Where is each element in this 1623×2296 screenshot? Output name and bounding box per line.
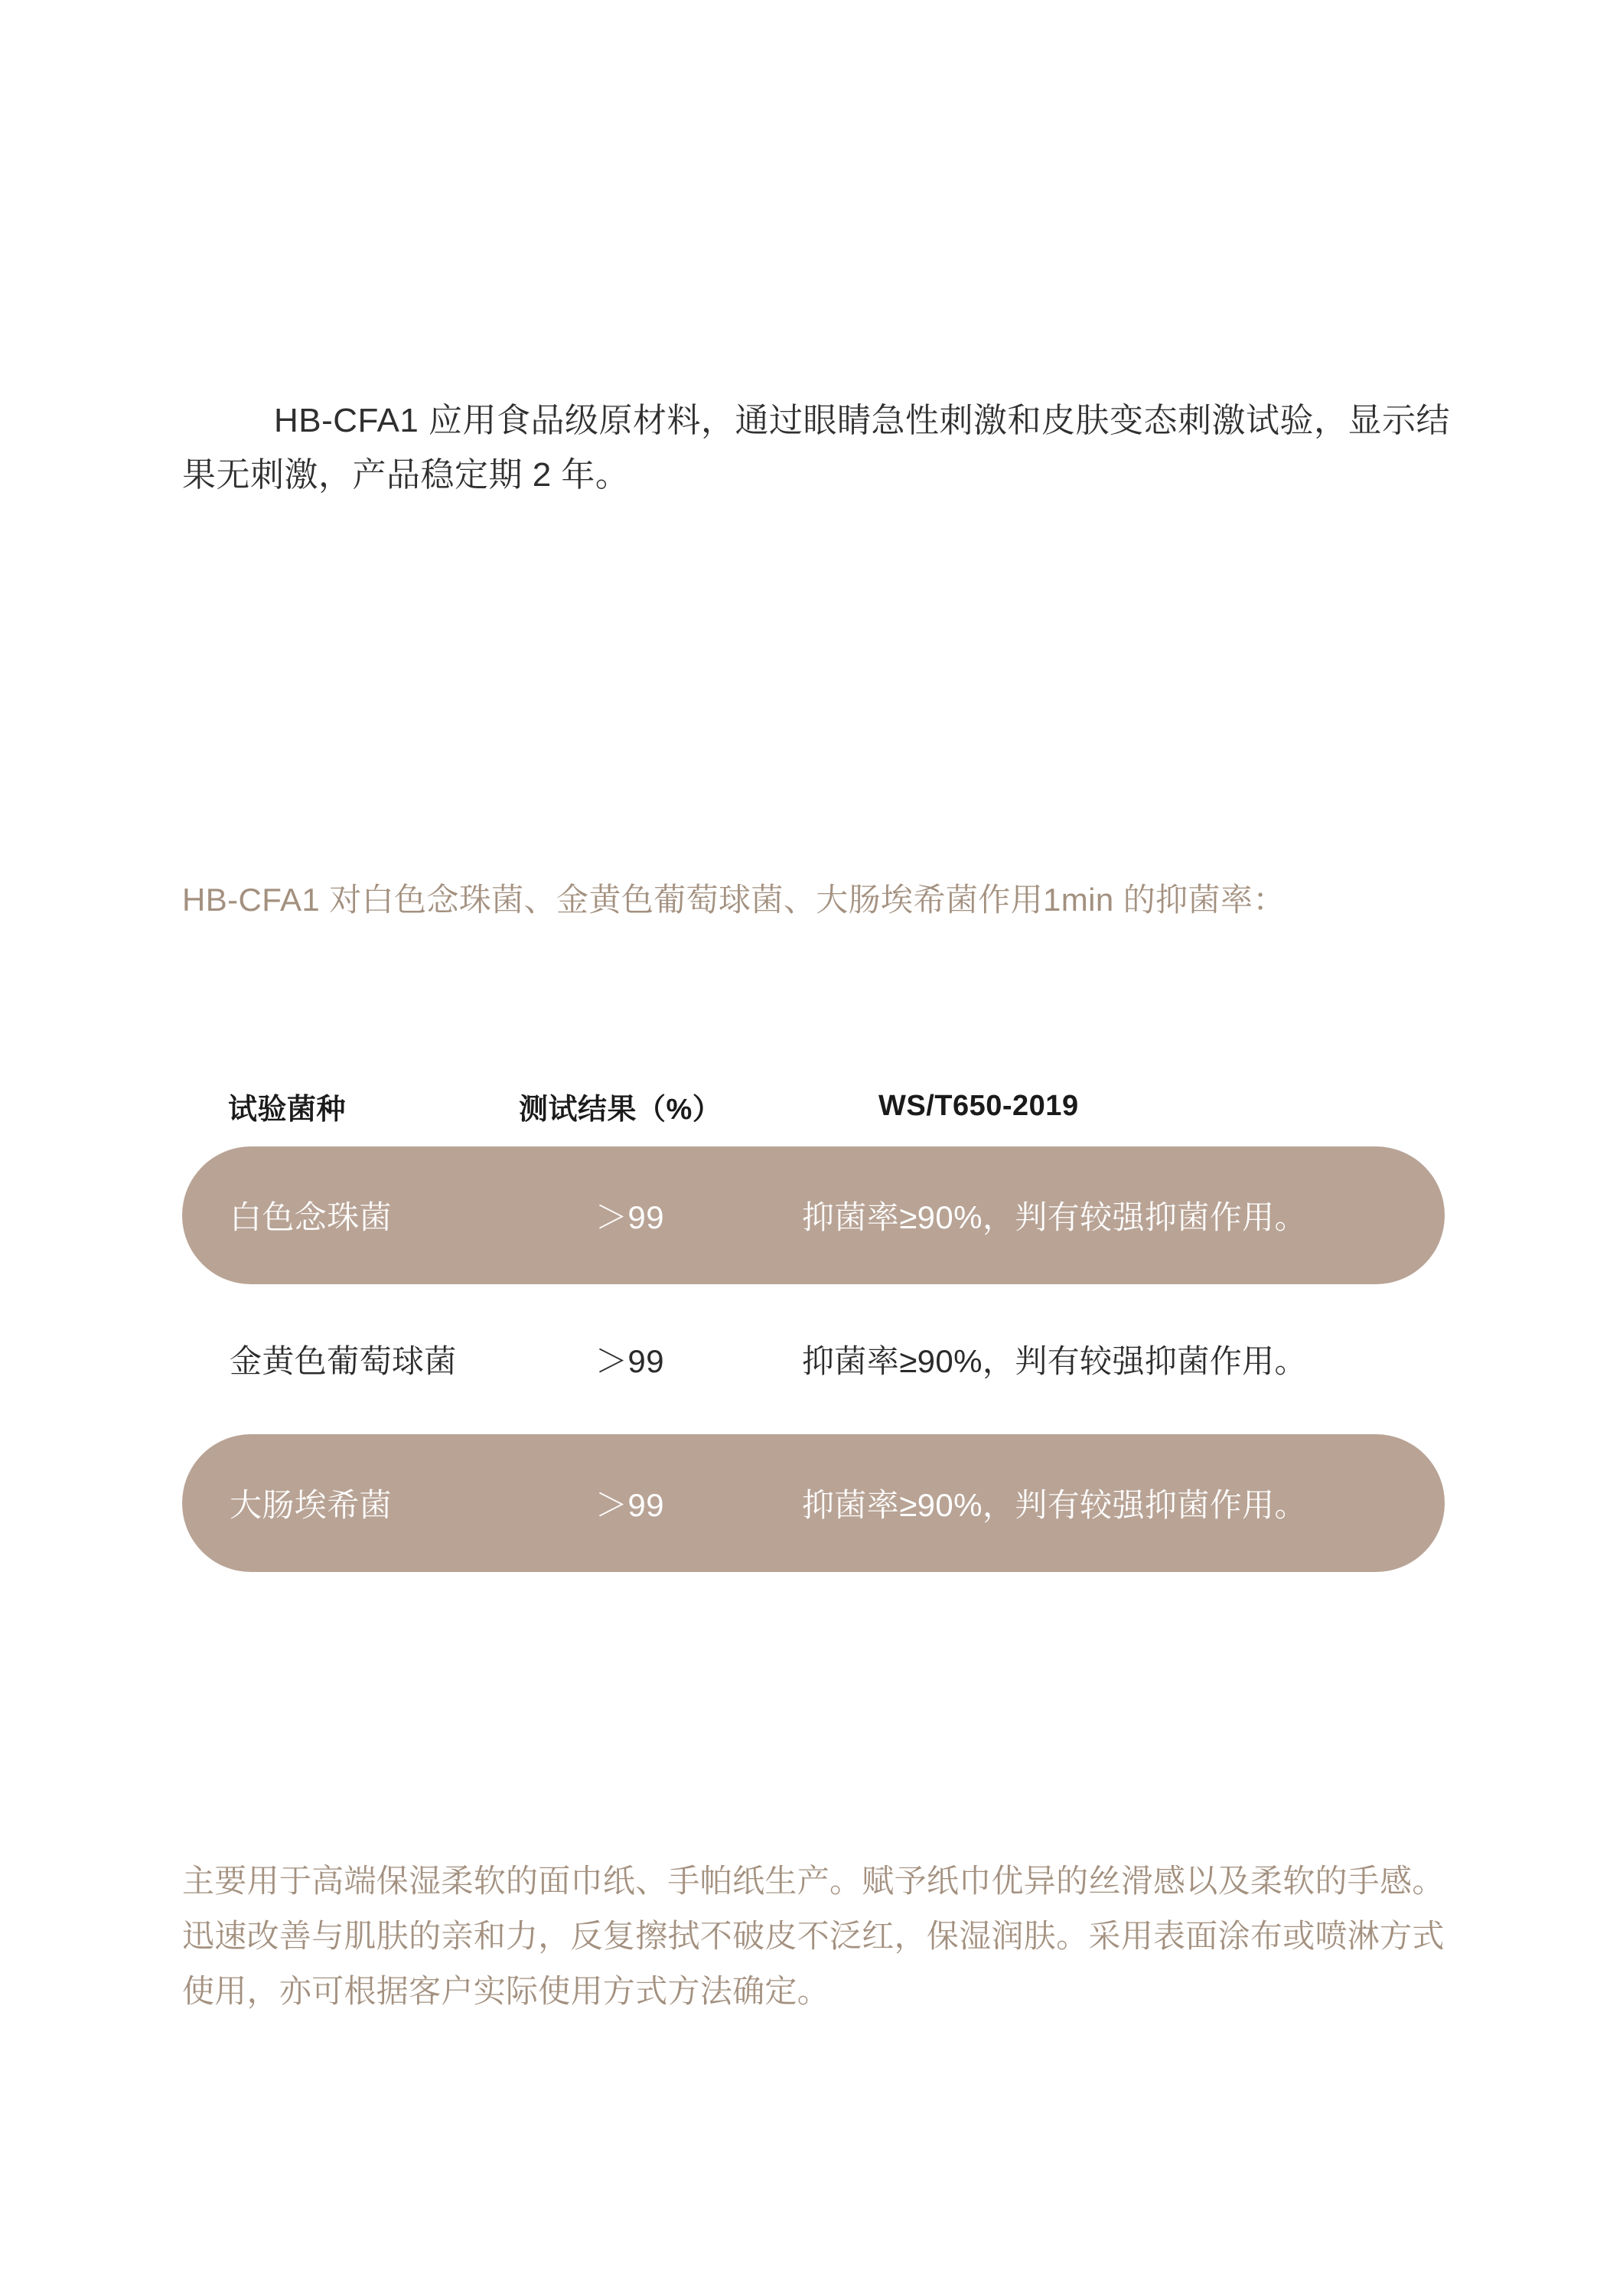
table-header-standard: WS/T650-2019 — [878, 1089, 1079, 1122]
table-row — [182, 1434, 1445, 1572]
table-header-strain: 试验菌种 — [228, 1093, 347, 1126]
table-row — [182, 1146, 1445, 1284]
cell-result: ＞99 — [595, 1487, 664, 1523]
table-header-result: 测试结果（%） — [519, 1093, 722, 1126]
section-lead-text: HB-CFA1 对白色念珠菌、金黄色葡萄球菌、大肠埃希菌作用1min 的抑菌率： — [182, 882, 1286, 918]
usage-description-paragraph: 主要用于高端保湿柔软的面巾纸、手帕纸生产。赋予纸巾优异的丝滑感以及柔软的手感。迅速改善与肌肤的亲和力，反复擦拭不破皮不泛红，保湿润肤。采用表面涂布或喷淋方式使用，亦可根据客户实际使用方式方法确定。 — [182, 1863, 1445, 2010]
cell-standard: 抑菌率≥90%，判有较强抑菌作用。 — [802, 1199, 1307, 1235]
cell-result: ＞99 — [595, 1199, 664, 1235]
antibacterial-results-table — [182, 1071, 1445, 1572]
cell-strain: 白色念珠菌 — [230, 1199, 393, 1235]
cell-strain: 金黄色葡萄球菌 — [230, 1343, 457, 1379]
table-row — [182, 1290, 1445, 1428]
cell-strain: 大肠埃希菌 — [230, 1487, 393, 1523]
table-header-row — [182, 1071, 1445, 1140]
cell-standard: 抑菌率≥90%，判有较强抑菌作用。 — [802, 1487, 1307, 1523]
intro-paragraph — [182, 393, 1452, 503]
cell-result: ＞99 — [595, 1343, 664, 1379]
intro-text: HB-CFA1 应用食品级原材料，通过眼睛急性刺激和皮肤变态刺激试验，显示结果无刺激，产品稳定期 2 年。 — [182, 402, 1451, 494]
cell-standard: 抑菌率≥90%，判有较强抑菌作用。 — [802, 1343, 1307, 1379]
